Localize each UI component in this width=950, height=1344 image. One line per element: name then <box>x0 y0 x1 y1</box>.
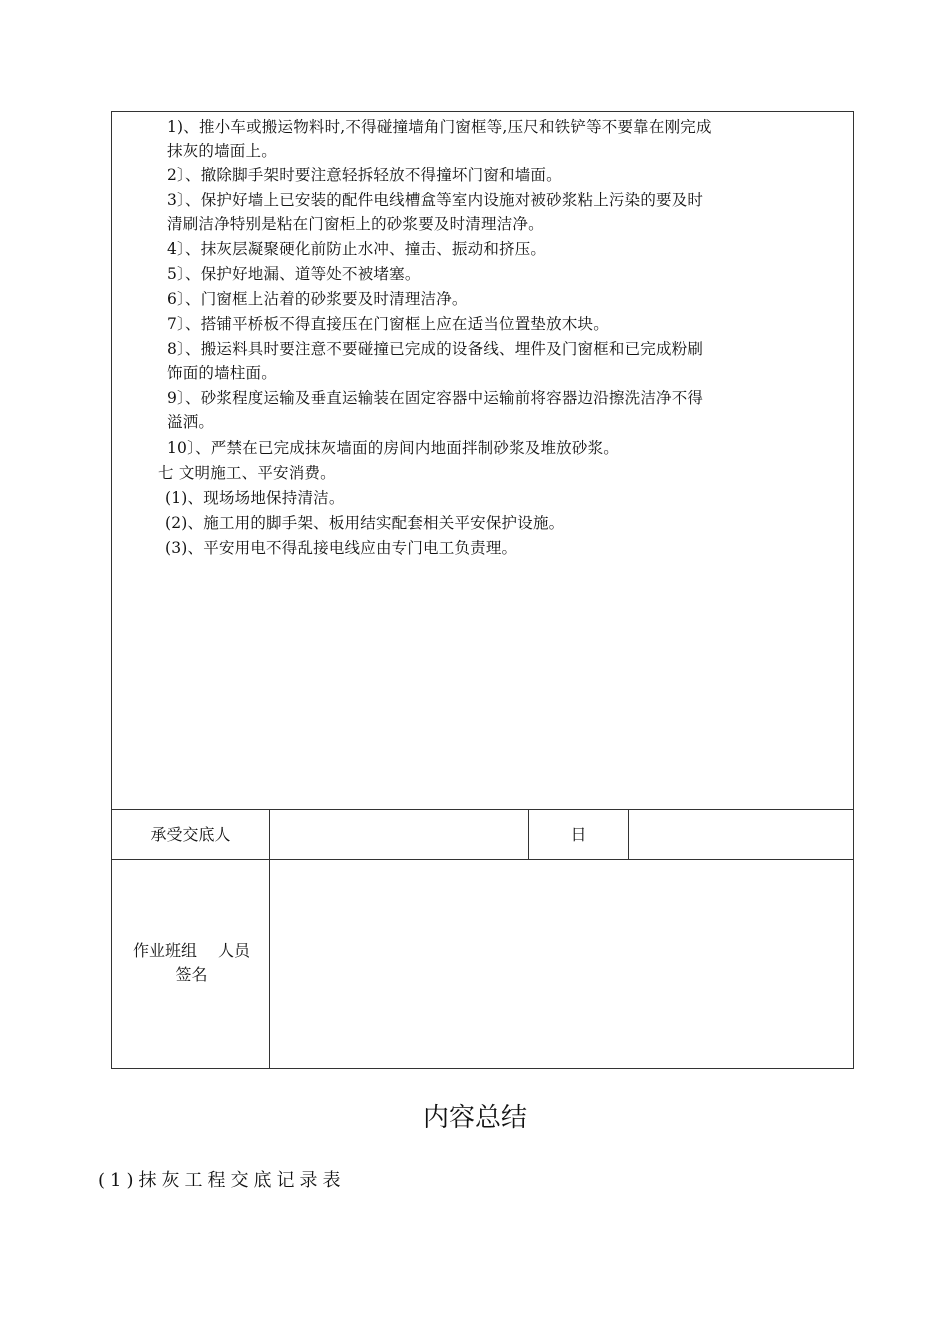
crew-label-line2: 签名 <box>175 965 208 984</box>
content-line: 清刷洁净特别是粘在门窗柜上的砂浆要及时清理洁净。 <box>167 215 544 233</box>
crew-signature-label <box>114 939 269 987</box>
content-line: (2)、施工用的脚手架、板用结实配套相关平安保护设施。 <box>165 514 565 532</box>
content-line: 6〕、门窗框上沾着的砂浆要及时清理洁净。 <box>167 290 468 308</box>
crew-label-line1: 作业班组 人员 <box>132 941 251 960</box>
content-line: 5〕、保护好地漏、道等处不被堵塞。 <box>167 265 421 283</box>
content-line: 8〕、搬运料具时要注意不要碰撞已完成的设备线、埋件及门窗框和已完成粉刷 <box>167 340 704 358</box>
summary-title: 内容总结 <box>422 1103 527 1133</box>
receiver-field[interactable] <box>270 823 528 847</box>
content-line: 溢洒。 <box>167 413 215 431</box>
receiver-label: 承受交底人 <box>150 825 231 844</box>
content-cell <box>112 112 853 810</box>
content-line: 2〕、撤除脚手架时要注意轻拆轻放不得撞坏门窗和墙面。 <box>167 166 562 184</box>
content-section-heading: 七 文明施工、平安消费。 <box>158 464 336 482</box>
content-line: 抹灰的墙面上。 <box>167 142 277 160</box>
content-line: (3)、平安用电不得乱接电线应由专门电工负责理。 <box>165 539 518 557</box>
content-line: (1)、现场场地保持清洁。 <box>165 489 345 507</box>
crew-signature-field[interactable] <box>270 860 853 1068</box>
disclosure-table <box>111 111 854 1069</box>
date-label: 日 <box>570 825 587 844</box>
content-line: 7〕、搭铺平桥板不得直接压在门窗框上应在适当位置垫放木块。 <box>167 315 609 333</box>
summary-item: (1)抹灰工程交底记录表 <box>98 1170 346 1191</box>
content-line: 1)、推小车或搬运物料时,不得碰撞墙角门窗框等,压尺和铁铲等不要靠在刚完成 <box>167 118 712 136</box>
content-line: 4〕、抹灰层凝聚硬化前防止水冲、撞击、振动和挤压。 <box>167 240 547 258</box>
content-line: 9〕、砂浆程度运输及垂直运输装在固定容器中运输前将容器边沿擦洗洁净不得 <box>167 389 704 407</box>
content-line: 10〕、严禁在已完成抹灰墙面的房间内地面拌制砂浆及堆放砂浆。 <box>167 439 619 457</box>
content-line: 3〕、保护好墙上已安装的配件电线槽盒等室内设施对被砂浆粘上污染的要及时 <box>167 191 704 209</box>
date-field[interactable] <box>629 823 853 847</box>
content-line: 饰面的墙柱面。 <box>167 364 277 382</box>
